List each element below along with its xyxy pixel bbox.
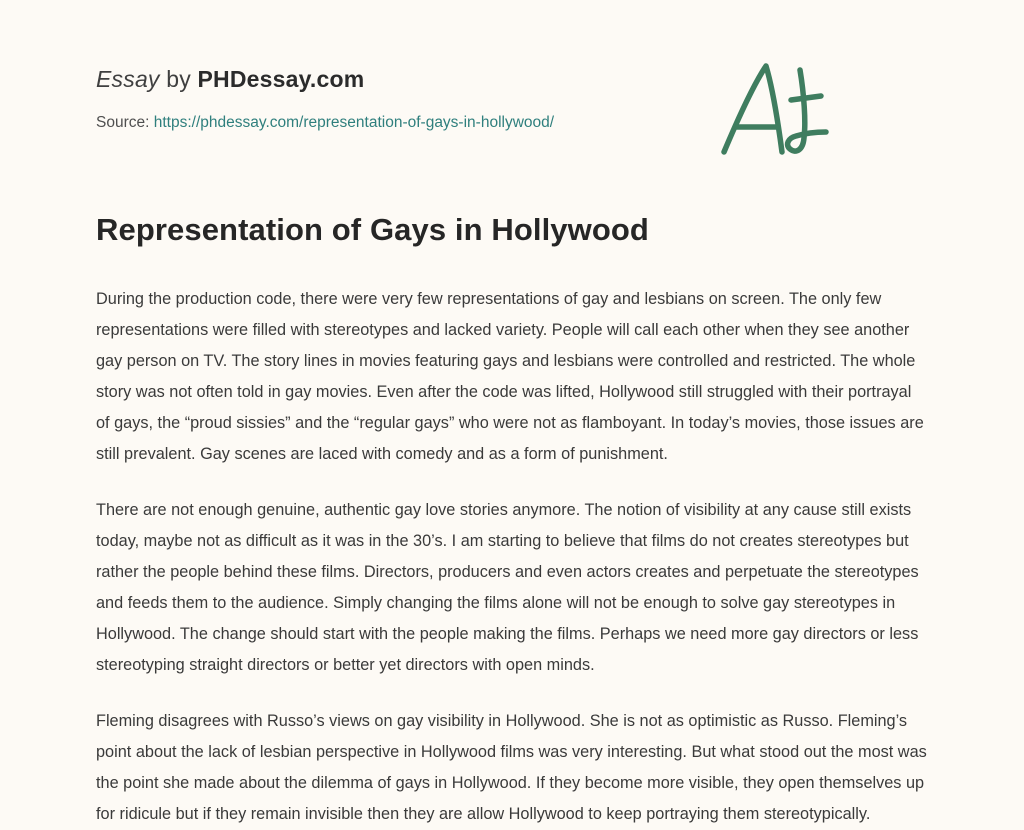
source-url-link[interactable]: https://phdessay.com/representation-of-gays-in-hollywood/ — [153, 114, 555, 131]
brand-by-label: by — [159, 66, 198, 92]
document-header — [96, 0, 928, 132]
article-paragraph: There are not enough genuine, authentic gay love stories anymore. The notion of visibility at any cause still exists today, maybe not as difficult as it was in the 30’s. I am starting to believe that films do not creates stereotypes but rather the people behind these films. Directors, producers and even actors creates and perpetuate the stereotypes and feeds them to the audience. Simply changing the films alone will not be enough to solve gay stereotypes in Hollywood. The change should start with the people making the films. Perhaps we need more gay directors or less stereotyping straight directors or better yet directors with open minds. — [96, 501, 919, 674]
article-paragraph: Fleming disagrees with Russo’s views on gay visibility in Hollywood. She is not as optimistic as Russo. Fleming’s point about the lack of lesbian perspective in Hollywood films was very interesting. But what stood out the most was the point she made about the dilemma of gays in Hollywood. If they become more visible, they open themselves up for ridicule but if they remain invisible then they are allow Hollywood to keep portraying them stereotypically. — [96, 712, 927, 823]
brand-site-name: PHDessay.com — [197, 66, 365, 92]
page-title: Representation of Gays in Hollywood — [96, 212, 649, 247]
source-label: Source: — [96, 114, 154, 131]
article-paragraph: During the production code, there were very few representations of gay and lesbians on screen. The only few representations were filled with stereotypes and lacked variety. People will call each other when they see another gay person on TV. The story lines in movies featuring gays and lesbians were controlled and restricted. The whole story was not often told in gay movies. Even after the code was lifted, Hollywood still struggled with their portrayal of gays, the “proud sissies” and the “regular gays” who were not as flamboyant. In today’s movies, those issues are still prevalent. Gay scenes are laced with comedy and as a form of punishment. — [96, 290, 924, 463]
brand-essay-label: Essay — [96, 66, 160, 92]
phdessay-monogram-icon — [714, 56, 832, 161]
article-body — [96, 284, 928, 830]
